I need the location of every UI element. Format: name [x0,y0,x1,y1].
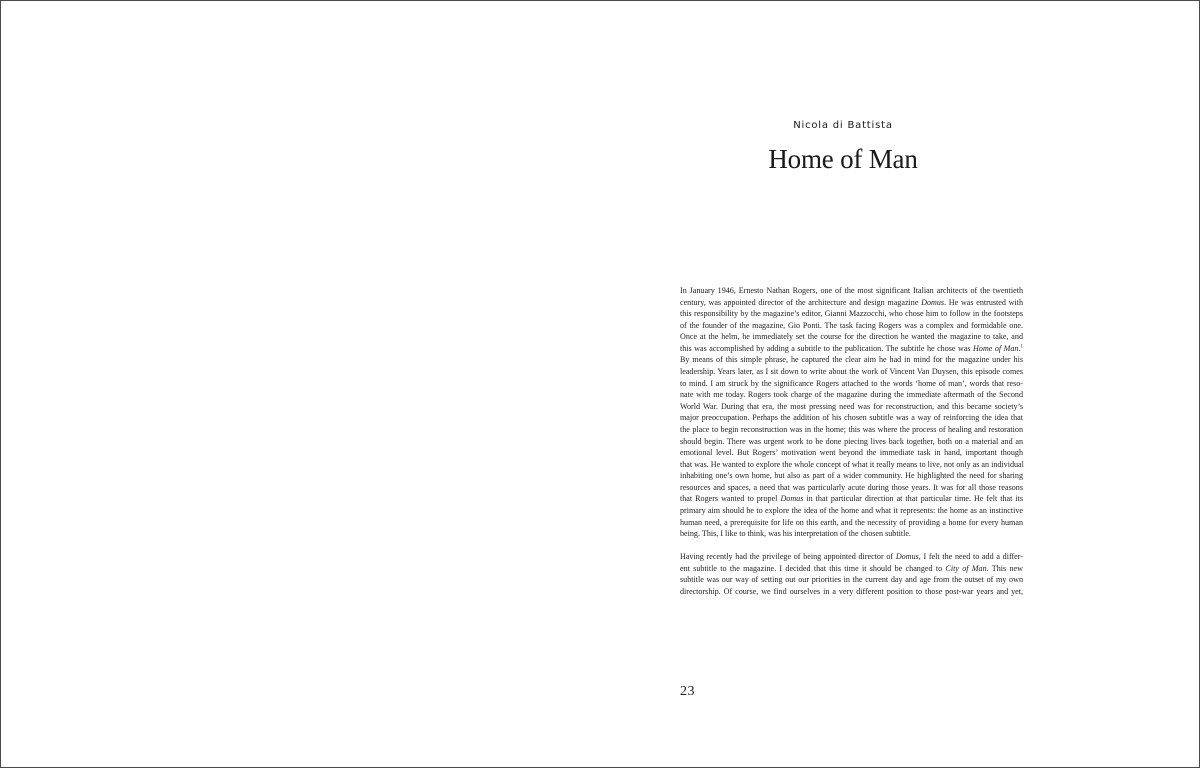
text-line: of the founder of the magazine, Gio Ponti. The task facing Rogers was a complex and formidable one. [680,320,1023,330]
page-number: 23 [680,684,695,699]
text-line: In January 1946, Ernesto Nathan Rogers, one of the most significant Italian architects of the twentieth [680,286,1023,295]
italic-title: Home of Man. [973,343,1021,353]
paragraph-1 [680,285,1023,540]
paragraph-2 [680,551,1023,597]
text-line: World War. During that era, the most pressing need was for reconstruction, and this became society’s [680,401,1023,411]
text-line: primary aim should be to explore the idea of the home and what it represents: the home as an instinctive [680,505,1023,515]
text-line: to mind. I am struck by the significance Rogers attached to the words ‘home of man’, words that reso- [680,378,1023,388]
text-line: subtitle was our way of setting out our priorities in the current day and age from the outset of my own [680,575,1023,585]
italic-title: City of Man. [945,563,989,573]
text-line: this was accomplished by adding a subtitle to the publication. The subtitle he chose was Home of Man.$^1$ [680,343,1023,353]
chapter-title: Home of Man [768,144,918,174]
text-line: century, was appointed director of the architecture and design magazine Domus. He was entrusted with [680,297,1024,307]
text-line: Once at the helm, he immediately set the course for the direction he wanted the magazine to take, and [680,332,1023,342]
footnote-marker: 1 [1020,344,1023,350]
text-line: leadership. Years later, as I sit down to write about the work of Vincent Van Duysen, this episode comes [680,367,1023,377]
text-line: inhabiting one’s own home, but also as part of a wider community. He highlighted the need for sharing [680,471,1023,481]
author-name: Nicola di Battista [793,120,893,131]
italic-title: Domus [895,552,919,562]
text-line: being. This, I like to think, was his interpretation of the chosen subtitle. [680,529,911,539]
text-line: directorship. Of course, we find ourselves in a very different position to those post-war years and yet, [680,587,1023,597]
text-line: nate with me today. Rogers took charge of the magazine during the immediate aftermath of the Second [680,390,1023,400]
text-line: human need, a prerequisite for life on this earth, and the necessity of providing a home for every human [680,517,1023,527]
text-line: By means of this simple phrase, he captured the clear aim he had in mind for the magazine under his [680,355,1023,365]
body-text [680,285,1023,598]
italic-title: Domus [780,494,804,504]
text-line: this responsibility by the magazine’s editor, Gianni Mazzocchi, who chose him to follow in the footsteps [680,309,1023,319]
text-line: the place to begin reconstruction was in the home; this was where the process of healing and restoration [680,424,1023,434]
text-line: should begin. There was urgent work to be done piecing lives back together, both on a material and an [680,436,1023,446]
text-line: major preoccupation. Perhaps the addition of his chosen subtitle was a way of reinforcing the idea that [680,413,1023,423]
text-line: resources and spaces, a need that was particularly acute during those years. It was for all those reasons [680,482,1023,492]
text-line: Having recently had the privilege of being appointed director of Domus, I felt the need to add a differ- [680,552,1024,562]
text-line: that Rogers wanted to propel Domus in that particular direction at that particular time. He felt that its [680,494,1024,504]
text-line: that was. He wanted to explore the whole concept of what it really means to live, not only as an individual [680,459,1024,469]
text-line: emotional level. But Rogers’ motivation went beyond the immediate task in hand, important though [680,448,1023,458]
text-line: ent subtitle to the magazine. I decided that this time it should be changed to City of Man. This new [680,563,1023,573]
italic-title: Domus [921,297,945,307]
